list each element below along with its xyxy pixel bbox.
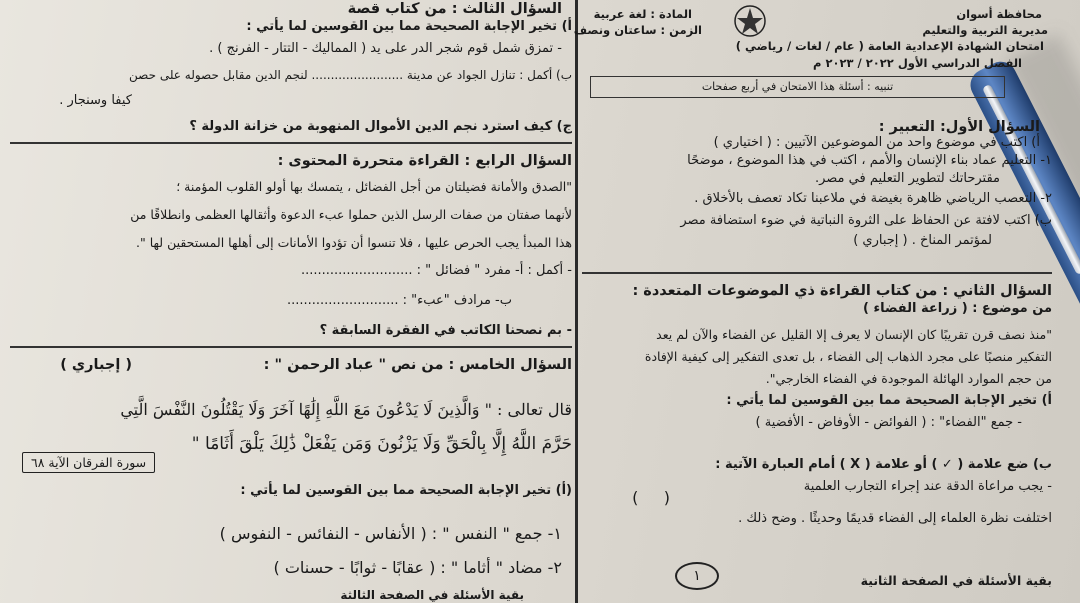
footer-right: بقية الأسئلة في الصفحة الثانية xyxy=(860,573,1052,588)
q5-title: السؤال الخامس : من نص " عباد الرحمن " : xyxy=(263,357,572,373)
q2-title: السؤال الثاني : من كتاب القراءة ذي الموضوعات المتعددة : xyxy=(632,283,1052,299)
q2-part-a: أ) تخير الإجابة الصحيحة مما بين القوسين لما يأتي : xyxy=(726,393,1052,408)
exam-title: امتحان الشهادة الإعدادية العامة ( عام / لغات / رياضي ) xyxy=(735,39,1044,53)
q4-passage-1: "الصدق والأمانة فضيلتان من أجل الفضائل ، يتمسك بها أولو القلوب المؤمنة ؛ xyxy=(176,179,572,194)
q4-complete-a: - أكمل : أ- مفرد " فضائل " : ........................... xyxy=(300,263,572,278)
q5-item-1: ١- جمع " النفس " : ( الأنفاس - النفائس - النفوس ) xyxy=(219,524,562,543)
q4-passage-2: لأنهما صفتان من صفات الرسل الذين حملوا عبء الدعوة وأثقالها العظمى وانطلاقًا من xyxy=(130,207,572,222)
verse-reference: سورة الفرقان الآية ٦٨ xyxy=(22,452,155,473)
directorate: مديرية التربية والتعليم xyxy=(922,23,1048,37)
q2-passage-2: التفكير منصبًا على مجرد الذهاب إلى الفضاء ، بل تعدى التفكير إلى كيفية الإفادة xyxy=(644,349,1052,364)
q1-topic-1a: ١- التعليم عماد بناء الإنسان والأمم ، اكتب في هذا الموضوع ، موضحًا xyxy=(687,153,1052,168)
q1-topic-2: ٢- التعصب الرياضي ظاهرة بغيضة في ملاعبنا تكاد تعصف بالأخلاق . xyxy=(694,191,1052,206)
governorate: محافظة أسوان xyxy=(956,7,1042,21)
column-divider xyxy=(575,0,578,603)
left-column xyxy=(10,0,572,603)
q2-part-c: اختلفت نظرة العلماء إلى الفضاء قديمًا وحديثًا . وضح ذلك . xyxy=(738,511,1052,526)
q3-part-c: ج) كيف استرد نجم الدين الأموال المنهوبة من خزانة الدولة ؟ xyxy=(189,119,572,134)
q1-part-b1: ب) اكتب لافتة عن الحفاظ على الثروة النباتية في ضوء استضافة مصر xyxy=(680,213,1052,228)
q3-part-b1: ب) أكمل : تنازل الجواد عن مدينة ........................ لنجم الدين مقابل حصوله على حصن xyxy=(129,68,572,82)
footer-left: بقية الأسئلة في الصفحة الثالثة xyxy=(340,588,524,602)
q4-complete-b: ب- مرادف "عبء" : ........................... xyxy=(286,293,512,308)
ministry-logo-icon xyxy=(730,2,770,40)
section-rule xyxy=(10,142,572,144)
time-label: الزمن : ساعتان ونصف xyxy=(573,23,702,37)
q4-question: - بم نصحنا الكاتب في الفقرة السابقة ؟ xyxy=(319,323,572,338)
q5-verse-line-2: حَرَّمَ اللَّهُ إِلَّا بِالْحَقِّ وَلَا يَزْنُونَ وَمَن يَفْعَلْ ذَٰلِكَ يَلْقَ أَثَامًا " xyxy=(191,434,572,454)
subject-label: المادة : لغة عربية xyxy=(593,7,692,21)
q1-title: السؤال الأول: التعبير : xyxy=(878,119,1040,135)
q4-title: السؤال الرابع : القراءة متحررة المحتوى : xyxy=(277,153,572,169)
q2-item-a1: - جمع "الفضاء" : ( الفوائض - الأوفاض - الأفضية ) xyxy=(755,415,1022,430)
exam-note: تنبيه : أسئلة هذا الامتحان في أربع صفحات xyxy=(590,76,1005,98)
q1-topic-1b: مقترحاتك لتطوير التعليم في مصر. xyxy=(814,171,1000,186)
q3-part-a: أ) تخير الإجابة الصحيحة مما بين القوسين لما يأتي : xyxy=(246,19,572,34)
q5-part-a: (أ) تخير الإجابة الصحيحة مما بين القوسين لما يأتي : xyxy=(240,483,572,498)
section-rule xyxy=(582,272,1052,274)
q2-passage-3: من حجم الموارد الهائلة الموجودة في الفضاء الخارجي". xyxy=(765,371,1052,386)
q5-item-2: ٢- مضاد " أثاما " : ( عقابًا - ثوابًا - حسنات ) xyxy=(273,558,562,577)
q5-verse-line-1: قال تعالى : " وَالَّذِينَ لَا يَدْعُونَ مَعَ اللَّهِ إِلَٰهًا آخَرَ وَلَا يَقْتُلُونَ النَّفْسَ الَّتِي xyxy=(120,400,572,419)
q3-item-a1: - تمزق شمل قوم شجر الدر على يد ( المماليك - التتار - الفرنج ) . xyxy=(209,41,562,56)
q4-passage-3: هذا المبدأ يجب الحرص عليها ، فلا تنسوا أن تؤدوا الأمانات إلى أهلها المستحقين لها ". xyxy=(136,235,572,250)
q2-item-b1: - يجب مراعاة الدقة عند إجراء التجارب العلمية xyxy=(803,479,1052,494)
q2-part-b: ب) ضع علامة ( ✓ ) أو علامة ( X ) أمام العبارة الآتية : xyxy=(715,457,1052,472)
q3-part-b2: كيفا وسنجار . xyxy=(59,93,132,108)
q2-passage-1: "منذ نصف قرن تقريبًا كان الإنسان لا يعرف إلا القليل عن الفضاء والآن لم يعد xyxy=(656,327,1052,342)
q1-part-a: أ) اكتب في موضوع واحد من الموضوعين الآتيين : ( اختياري ) xyxy=(713,135,1040,150)
page-number: ١ xyxy=(675,562,719,590)
q1-part-b2: لمؤتمر المناخ . ( إجباري ) xyxy=(853,233,992,248)
q3-title: السؤال الثالث : من كتاب قصة xyxy=(347,1,562,17)
term-label: الفصل الدراسي الأول ٢٠٢٢ / ٢٠٢٣ م xyxy=(813,56,1022,70)
q2-topic: من موضوع : ( زراعة الفضاء ) xyxy=(863,301,1052,316)
answer-blank: ( ) xyxy=(632,488,670,507)
q5-mandatory-tag: ( إجباري ) xyxy=(60,357,132,373)
section-rule xyxy=(10,346,572,348)
